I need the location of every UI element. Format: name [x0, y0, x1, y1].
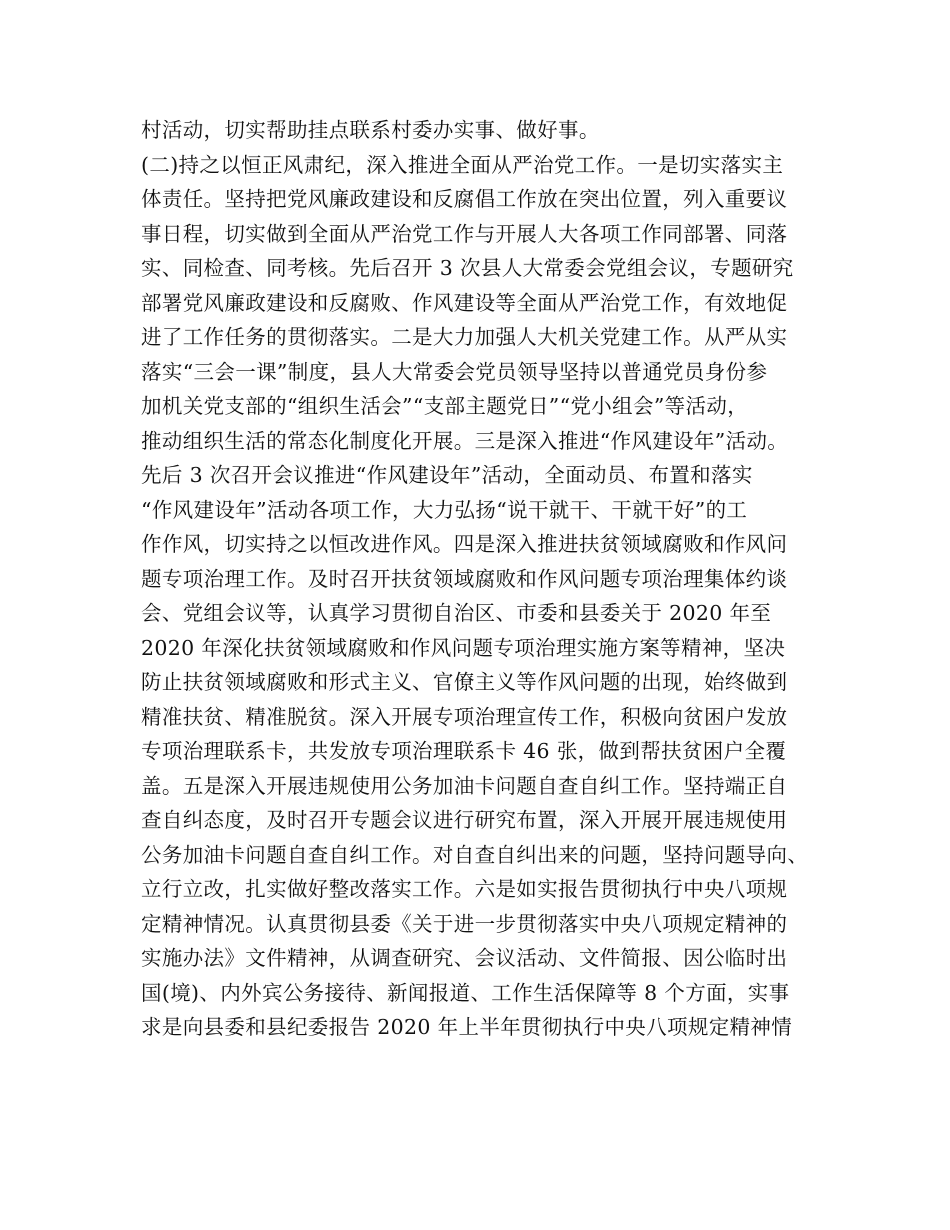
text-line: 题专项治理工作。及时召开扶贫领域腐败和作风问题专项治理集体约谈	[141, 566, 788, 591]
text-line: 查自纠态度，及时召开专题会议进行研究布置，深入开展开展违规使用	[141, 808, 788, 832]
text-line: 推动组织生活的常态化制度化开展。三是深入推进“作风建设年”活动。	[141, 428, 789, 453]
text-line: 盖。五是深入开展违规使用公务加油卡问题自查自纠工作。坚持端正自	[141, 773, 788, 798]
text-line: “作风建设年”活动各项工作，大力弘扬“说干就干、干就干好”的工	[141, 497, 748, 522]
text-line: 公务加油卡问题自查自纠工作。对自查自纠出来的问题，坚持问题导向、	[141, 842, 809, 867]
text-line: 事日程，切实做到全面从严治党工作与开展人大各项工作同部署、同落	[141, 221, 788, 246]
text-line: 精准扶贫、精准脱贫。深入开展专项治理宣传工作，积极向贫困户发放	[141, 704, 788, 729]
text-line: (二)持之以恒正风肃纪，深入推进全面从严治党工作。一是切实落实主	[141, 152, 784, 177]
text-line: 实、同检查、同考核。先后召开 3 次县人大常委会党组会议，专题研究	[141, 256, 794, 280]
text-line: 国(境)、内外宾公务接待、新闻报道、工作生活保障等 8 个方面，实事	[141, 980, 790, 1005]
text-line: 作作风，切实持之以恒改进作风。四是深入推进扶贫领域腐败和作风问	[141, 532, 788, 556]
text-line: 2020 年深化扶贫领域腐败和作风问题专项治理实施方案等精神，坚决	[141, 635, 786, 660]
text-line: 部署党风廉政建设和反腐败、作风建设等全面从严治党工作，有效地促	[141, 290, 788, 315]
text-line: 加机关党支部的“组织生活会”“支部主题党日”“党小组会”等活动，	[141, 394, 749, 418]
body-text	[141, 113, 831, 1045]
text-line: 体责任。坚持把党风廉政建设和反腐倡工作放在突出位置，列入重要议	[141, 187, 788, 211]
text-line: 先后 3 次召开会议推进“作风建设年”活动，全面动员、布置和落实	[141, 463, 753, 487]
text-line: 村活动，切实帮助挂点联系村委办实事、做好事。	[141, 118, 600, 142]
text-line: 定精神情况。认真贯彻县委《关于进一步贯彻落实中央八项规定精神的	[141, 911, 788, 936]
text-line: 落实“三会一课”制度，县人大常委会党员领导坚持以普通党员身份参	[141, 359, 768, 384]
text-line: 实施办法》文件精神，从调查研究、会议活动、文件简报、因公临时出	[141, 946, 788, 970]
text-line: 立行立改，扎实做好整改落实工作。六是如实报告贯彻执行中央八项规	[141, 877, 788, 901]
text-line: 求是向县委和县纪委报告 2020 年上半年贯彻执行中央八项规定精神情	[141, 1015, 793, 1039]
text-line: 进了工作任务的贯彻落实。二是大力加强人大机关党建工作。从严从实	[141, 325, 788, 349]
text-line: 会、党组会议等，认真学习贯彻自治区、市委和县委关于 2020 年至	[141, 601, 772, 625]
text-line: 防止扶贫领域腐败和形式主义、官僚主义等作风问题的出现，始终做到	[141, 670, 788, 694]
text-line: 专项治理联系卡，共发放专项治理联系卡 46 张，做到帮扶贫困户全覆	[141, 739, 787, 763]
